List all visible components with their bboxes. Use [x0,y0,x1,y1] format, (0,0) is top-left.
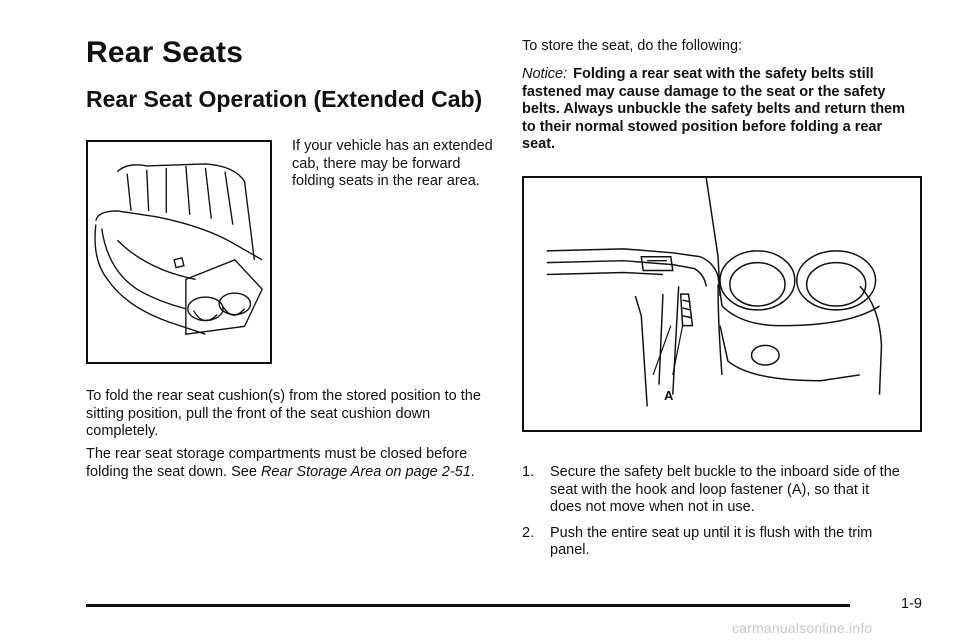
step-number: 1. [522,464,535,480]
storage-paragraph [86,446,496,481]
step-text: Push the entire seat up until it is flush with the trim panel. [550,524,873,558]
page-title: Rear Seats [86,36,244,69]
callout-label-a: A [664,388,674,403]
storage-text: The rear seat storage compartments must be closed before folding the seat down. See [86,446,468,480]
intro-paragraph: If your vehicle has an extended cab, there may be forward folding seats in the rear area. [292,138,493,189]
page-number: 1-9 [901,596,922,612]
steps-list [522,464,902,568]
seat-line-drawing [88,142,270,362]
watermark: carmanualsonline.info [732,620,873,636]
notice-paragraph [522,66,906,154]
step-number: 2. [522,524,535,541]
fold-paragraph: To fold the rear seat cushion(s) from the stored position to the sitting position, pull the front of the seat cushion down completely. [86,388,481,439]
notice-label: Notice: [522,66,568,82]
rear-seat-illustration [86,140,272,364]
footer-rule [86,604,850,607]
list-item [522,464,902,517]
step-text: Secure the safety belt buckle to the inboard side of the seat with the hook and loop fastener (A), so that it does not move when not in use. [550,464,900,515]
storage-suffix: . [470,463,475,480]
store-intro: To store the seat, do the following: [522,38,743,54]
section-heading: Rear Seat Operation (Extended Cab) [86,86,483,112]
notice-text: Folding a rear seat with the safety belts still fastened may cause damage to the seat or the safety belts. Always unbuckle the safety belts and return them to their normal stowed position before folding a rear seat. [522,66,906,152]
storage-reference-link[interactable]: Rear Storage Area on page 2-51 [260,463,471,480]
list-item [522,525,902,560]
seat-buckle-illustration [522,176,922,432]
buckle-line-drawing [524,178,920,430]
